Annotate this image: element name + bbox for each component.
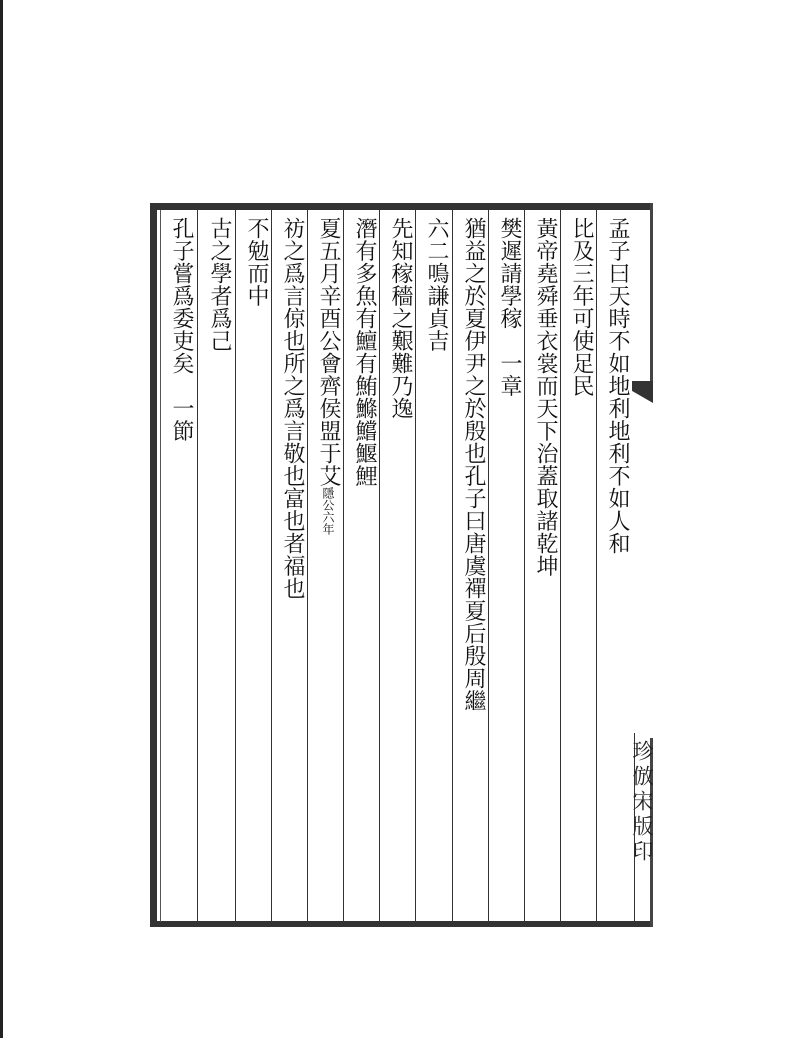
text-column: 不勉而中 xyxy=(244,217,269,307)
column-rule xyxy=(524,210,525,922)
scan-edge xyxy=(0,0,3,1038)
frame-border-left xyxy=(150,203,157,927)
frame-border-top xyxy=(150,203,650,210)
fishtail-mark xyxy=(632,381,653,403)
column-rule xyxy=(596,210,597,922)
annotation-note: 隱公六年 xyxy=(321,487,335,535)
column-rule xyxy=(307,210,308,922)
column-rule xyxy=(235,210,236,922)
page-frame xyxy=(150,203,654,927)
column-rule xyxy=(379,210,380,922)
text-column-with-note xyxy=(313,217,343,535)
frame-border-bottom xyxy=(150,921,650,927)
frame-border-right-upper xyxy=(650,203,653,393)
column-rule xyxy=(197,210,198,922)
text-column: 黃帝堯舜垂衣裳而天下治蓋取諸乾坤 xyxy=(533,217,558,577)
main-text: 夏五月辛酉公會齊侯盟于艾 xyxy=(316,217,341,487)
text-column: 孔子嘗爲委吏矣 一節 xyxy=(169,217,194,442)
text-column: 祊之爲言倞也所之爲言敬也富也者福也 xyxy=(280,217,305,600)
text-column: 先知稼穡之艱難乃逸 xyxy=(388,217,413,420)
text-column: 六二鳴謙貞吉 xyxy=(424,217,449,352)
column-rule xyxy=(560,210,561,922)
text-column: 潛有多魚有鱣有鮪鰷鱨鰋鯉 xyxy=(352,217,377,487)
text-column: 比及三年可使足民 xyxy=(569,217,594,397)
column-rule xyxy=(343,210,344,922)
column-rule xyxy=(415,210,416,922)
column-rule xyxy=(452,210,453,922)
text-column: 孟子曰天時不如地利地利不如人和 xyxy=(605,217,630,555)
margin-title: 珍倣宋版印 xyxy=(630,740,654,865)
column-rule xyxy=(488,210,489,922)
column-rule xyxy=(271,210,272,922)
frame-inner-line xyxy=(160,210,161,922)
text-column: 猶益之於夏伊尹之於殷也孔子曰唐虞禪夏后殷周繼 xyxy=(461,217,486,712)
text-column: 古之學者爲己 xyxy=(207,217,232,352)
text-column: 樊遲請學稼 一章 xyxy=(497,217,522,397)
